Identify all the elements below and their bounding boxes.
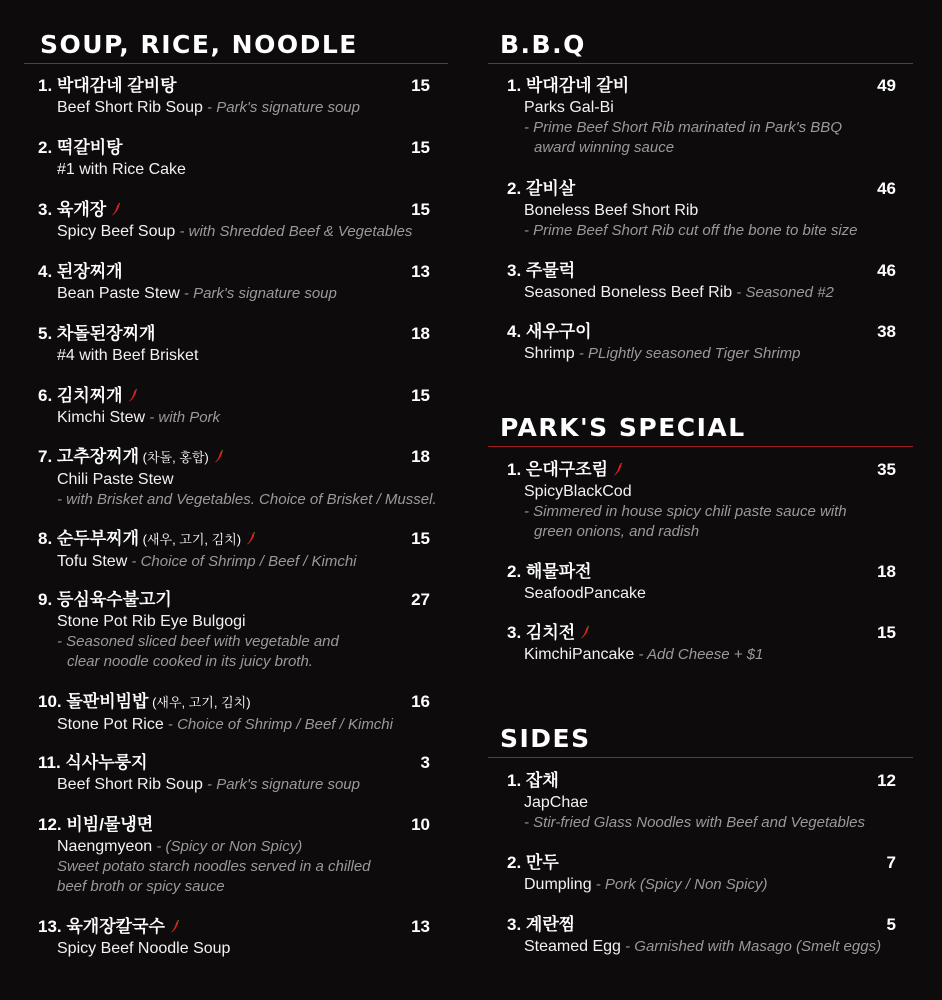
item-description: - Garnished with Masago (Smelt eggs) <box>620 938 882 955</box>
item-description: - with Pork <box>145 409 221 426</box>
menu-item-mandu <box>470 852 942 895</box>
item-korean-name: 11. 식사누룽지 <box>38 753 148 772</box>
item-english-name <box>57 836 460 857</box>
item-note: - Prime Beef Short Rib marinated in Park's BBQ <box>524 119 842 136</box>
menu-item-kalguksu <box>0 916 460 959</box>
item-english-name <box>524 343 942 364</box>
chili-pepper-icon <box>581 626 590 639</box>
item-price: 13 <box>411 917 430 936</box>
item-korean-name: 4. 새우구이 <box>507 322 592 341</box>
menu-item-kimchijeon <box>470 622 942 665</box>
menu-item-kimchi-jjigae <box>0 385 460 428</box>
left-column <box>0 0 460 957</box>
item-description: - Pork (Spicy / Non Spicy) <box>591 876 768 893</box>
section-parks-special <box>470 413 942 447</box>
item-korean-name: 1. 박대감네 갈비 <box>507 76 630 95</box>
section-title: SOUP, RICE, NOODLE <box>40 30 358 59</box>
menu-item-haemul-pajeon <box>470 561 942 604</box>
item-english-name <box>524 874 942 895</box>
item-english-name <box>57 551 460 572</box>
item-english-name: SeafoodPancake <box>524 585 646 602</box>
menu-item-galbisal <box>470 178 942 241</box>
menu-item-jumulleok <box>470 260 942 303</box>
korean-name: 3. 육개장 <box>38 200 107 219</box>
item-english-name: #1 with Rice Cake <box>57 161 186 178</box>
item-korean-name: 2. 만두 <box>507 853 559 872</box>
menu-item-gochujang-jjigae <box>0 446 460 510</box>
item-price: 12 <box>877 771 896 790</box>
english-name: KimchiPancake <box>524 646 635 663</box>
item-price: 49 <box>877 76 896 95</box>
item-note: - with Brisket and Vegetables. Choice of Brisket / Mussel. <box>57 491 437 508</box>
item-options: (새우, 고기, 김치) <box>139 532 242 547</box>
item-english-name: Boneless Beef Short Rib <box>524 202 699 219</box>
item-note: green onions, and radish <box>534 523 700 540</box>
section-title: B.B.Q <box>500 30 586 59</box>
menu-item-sundubu-jjigae <box>0 528 460 572</box>
item-english-name <box>57 714 460 735</box>
item-english-name <box>524 936 942 957</box>
item-note: clear noodle cooked in its juicy broth. <box>67 653 313 670</box>
english-name: Kimchi Stew <box>57 409 146 426</box>
menu-item-nurungji <box>0 752 460 795</box>
item-korean-name: 5. 차돌된장찌개 <box>38 324 156 343</box>
item-price: 16 <box>411 692 430 711</box>
item-note: - Simmered in house spicy chili paste sauce with <box>524 503 847 520</box>
item-description: - Park's signature soup <box>202 776 360 793</box>
korean-name: 7. 고추장찌개 <box>38 447 140 466</box>
item-price: 18 <box>411 447 430 466</box>
english-name: Beef Short Rib Soup <box>57 776 203 793</box>
item-korean-name: 2. 갈비살 <box>507 179 576 198</box>
chili-pepper-icon <box>171 920 180 933</box>
item-price: 10 <box>411 815 430 834</box>
item-english-name: Stone Pot Rib Eye Bulgogi <box>57 613 246 630</box>
item-description: - Park's signature soup <box>202 99 360 116</box>
item-price: 35 <box>877 460 896 479</box>
menu-item-chadol-doenjang <box>0 323 460 366</box>
section-divider <box>488 63 913 64</box>
item-korean-name: 9. 등심육수불고기 <box>38 590 172 609</box>
english-name: Tofu Stew <box>57 553 128 570</box>
korean-name: 6. 김치찌개 <box>38 386 123 405</box>
item-price: 5 <box>886 915 896 934</box>
item-english-name: #4 with Beef Brisket <box>57 347 199 364</box>
item-price: 18 <box>877 562 896 581</box>
item-description: - PLightly seasoned Tiger Shrimp <box>574 345 801 362</box>
item-english-name: Parks Gal-Bi <box>524 99 614 116</box>
chili-pepper-icon <box>215 450 224 463</box>
item-korean-name: 1. 잡채 <box>507 771 559 790</box>
item-korean-name: 2. 해물파전 <box>507 562 592 581</box>
chili-pepper-icon <box>129 389 138 402</box>
item-description: - Choice of Shrimp / Beef / Kimchi <box>163 716 393 733</box>
item-note: - Stir-fried Glass Noodles with Beef and Vegetables <box>524 814 866 831</box>
item-price: 15 <box>411 138 430 157</box>
section-sides <box>470 724 942 758</box>
item-price: 15 <box>411 200 430 219</box>
korean-name: 13. 육개장칼국수 <box>38 917 165 936</box>
item-korean-name: 1. 박대감네 갈비탕 <box>38 76 177 95</box>
item-english-name <box>524 282 942 303</box>
item-price: 3 <box>420 753 430 772</box>
item-english-name: SpicyBlackCod <box>524 483 632 500</box>
menu-item-galbitang <box>0 75 460 118</box>
menu-item-tteokgalbitang <box>0 137 460 180</box>
item-korean-name: 3. 주물럭 <box>507 261 576 280</box>
item-price: 27 <box>411 590 430 609</box>
english-name: Stone Pot Rice <box>57 716 164 733</box>
item-korean-name: 2. 떡갈비탕 <box>38 138 123 157</box>
chili-pepper-icon <box>112 203 121 216</box>
item-description: - Seasoned #2 <box>732 284 834 301</box>
menu-item-dolpan-bibimbap <box>0 691 460 735</box>
section-title: SIDES <box>500 724 591 753</box>
chili-pepper-icon <box>614 463 623 476</box>
menu-item-doenjang-jjigae <box>0 261 460 304</box>
korean-name: 3. 김치전 <box>507 623 576 642</box>
english-name: Dumpling <box>524 876 592 893</box>
item-korean-name: 12. 비빔/물냉면 <box>38 815 154 834</box>
item-description: - Choice of Shrimp / Beef / Kimchi <box>127 553 357 570</box>
section-divider <box>24 63 448 64</box>
item-price: 15 <box>877 623 896 642</box>
menu-item-bulgogi <box>0 589 460 672</box>
item-description: - Add Cheese + $1 <box>634 646 764 663</box>
item-english-name <box>57 283 460 304</box>
chili-pepper-icon <box>247 532 256 545</box>
item-price: 15 <box>411 386 430 405</box>
item-note: beef broth or spicy sauce <box>57 878 225 895</box>
item-english-name <box>57 774 460 795</box>
menu-item-yukgaejang <box>0 199 460 242</box>
item-note: - Prime Beef Short Rib cut off the bone to bite size <box>524 222 858 239</box>
english-name: Naengmyeon <box>57 838 153 855</box>
item-korean-name: 4. 된장찌개 <box>38 262 123 281</box>
item-english-name <box>524 644 942 665</box>
english-name: Beef Short Rib Soup <box>57 99 203 116</box>
english-name: Steamed Egg <box>524 938 621 955</box>
menu-item-gyeranjjim <box>470 914 942 957</box>
item-options: (새우, 고기, 김치) <box>148 695 251 710</box>
section-bbq <box>470 30 942 64</box>
item-price: 38 <box>877 322 896 341</box>
item-options: (차돌, 홍합) <box>139 450 209 465</box>
section-soup-rice-noodle <box>0 30 460 64</box>
item-english-name: Spicy Beef Noodle Soup <box>57 940 231 957</box>
item-price: 15 <box>411 76 430 95</box>
korean-name: 1. 은대구조림 <box>507 460 609 479</box>
item-note: Sweet potato starch noodles served in a chilled <box>57 858 371 875</box>
item-price: 7 <box>886 853 896 872</box>
menu-item-galbi <box>470 75 942 158</box>
item-korean-name: 3. 계란찜 <box>507 915 576 934</box>
item-description: - (Spicy or Non Spicy) <box>152 838 303 855</box>
item-description: - with Shredded Beef & Vegetables <box>175 223 413 240</box>
item-english-name <box>57 221 460 242</box>
item-english-name <box>57 97 460 118</box>
korean-name: 8. 순두부찌개 <box>38 529 140 548</box>
item-price: 46 <box>877 261 896 280</box>
korean-name: 10. 돌판비빔밥 <box>38 692 149 711</box>
english-name: Bean Paste Stew <box>57 285 180 302</box>
item-english-name: Chili Paste Stew <box>57 471 174 488</box>
item-note: award winning sauce <box>534 139 675 156</box>
english-name: Spicy Beef Soup <box>57 223 176 240</box>
item-note: - Seasoned sliced beef with vegetable and <box>57 633 339 650</box>
item-price: 18 <box>411 324 430 343</box>
menu-item-japchae <box>470 770 942 833</box>
section-title: PARK'S SPECIAL <box>500 413 746 442</box>
item-price: 15 <box>411 529 430 548</box>
item-price: 46 <box>877 179 896 198</box>
item-english-name <box>57 407 460 428</box>
english-name: Seasoned Boneless Beef Rib <box>524 284 733 301</box>
item-description: - Park's signature soup <box>179 285 337 302</box>
menu-item-eundaegu-jorim <box>470 459 942 542</box>
item-price: 13 <box>411 262 430 281</box>
english-name: Shrimp <box>524 345 575 362</box>
menu-item-saeugui <box>470 321 942 364</box>
section-divider <box>488 446 913 447</box>
section-divider <box>488 757 913 758</box>
item-english-name: JapChae <box>524 794 589 811</box>
menu-item-naengmyeon <box>0 814 460 897</box>
